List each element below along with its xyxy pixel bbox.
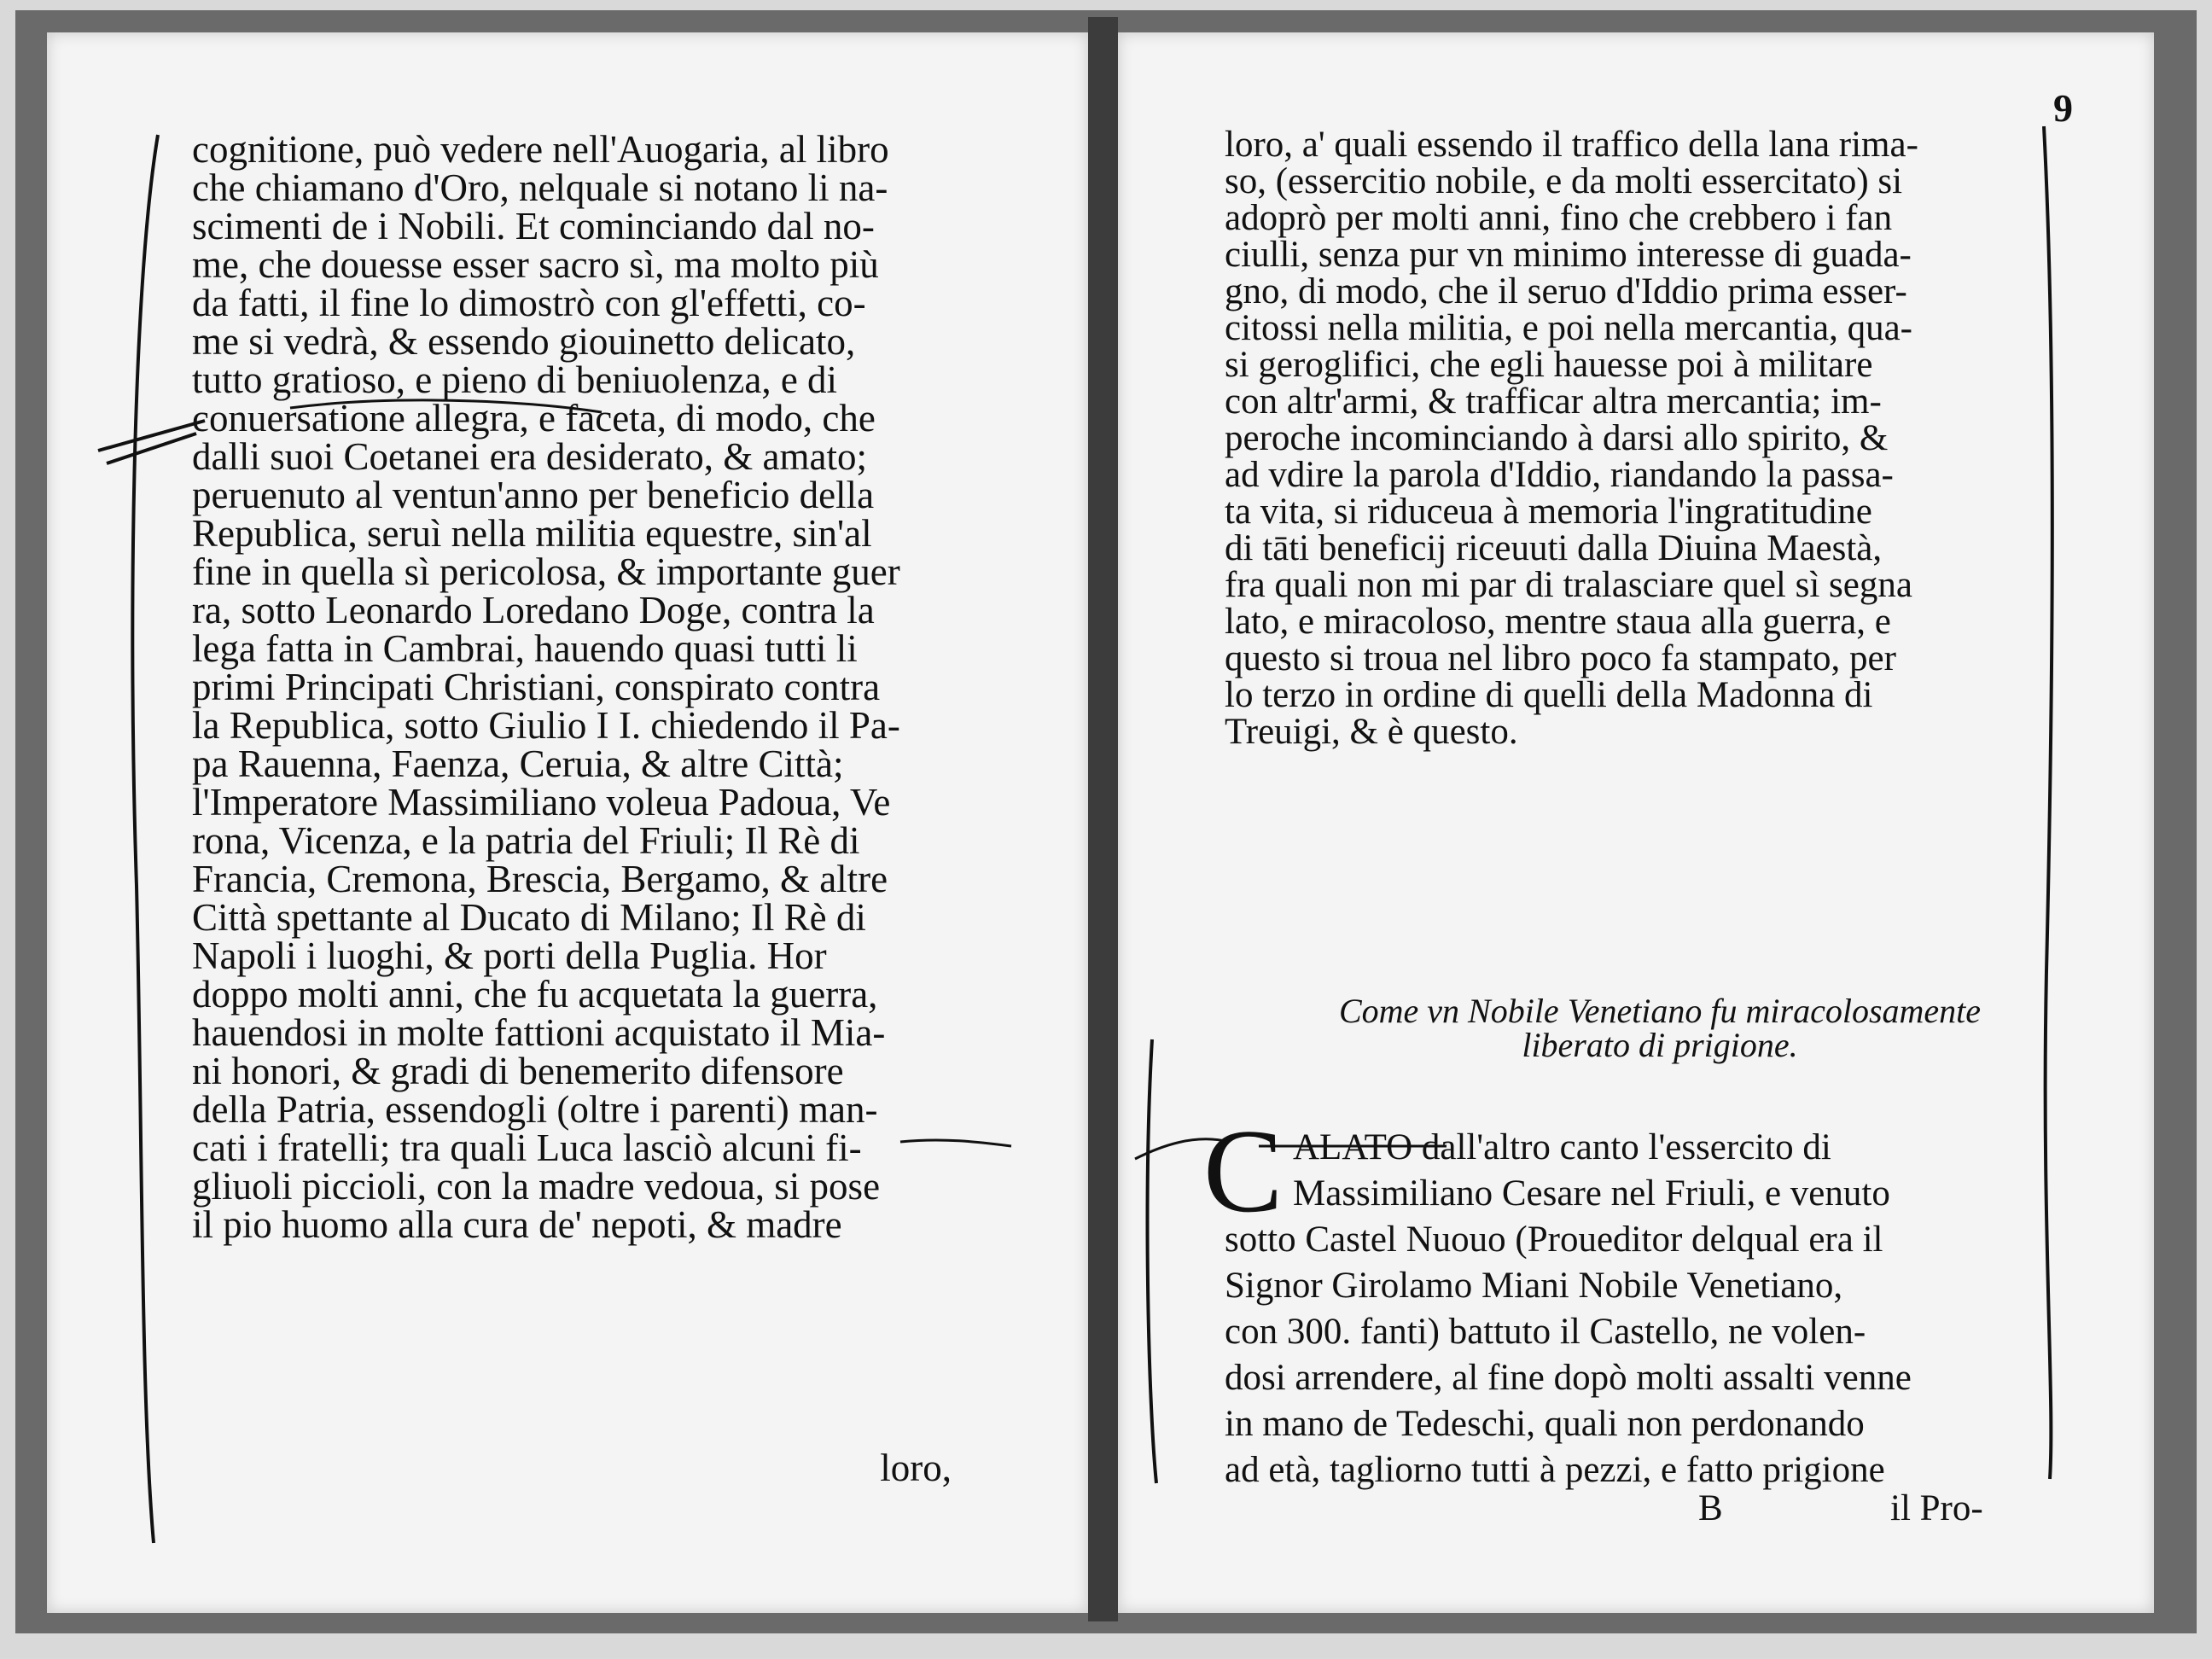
text-line: ra, sotto Leonardo Loredano Doge, contra la	[192, 589, 875, 632]
heading-line: Come vn Nobile Venetiano fu miracolosamente	[1338, 992, 1982, 1030]
text-line: fine in quella sì pericolosa, & importante guer	[192, 550, 900, 593]
text-line: primi Principati Christiani, conspirato contra	[192, 666, 881, 708]
text-line: la Republica, sotto Giulio I I. chiedendo il Pa-	[192, 704, 900, 747]
section-heading	[1225, 988, 2095, 1064]
text-line: Signor Girolamo Miani Nobile Venetiano,	[1225, 1266, 1843, 1306]
text-line: con altr'armi, & trafficar altra mercantia; im-	[1225, 381, 1882, 422]
text-line: Francia, Cremona, Brescia, Bergamo, & altre	[192, 858, 888, 900]
text-line: Napoli i luoghi, & porti della Puglia. Hor	[192, 934, 827, 977]
heading-line: liberato di prigione.	[1522, 1026, 1798, 1064]
text-line: loro, a' quali essendo il traffico della lana rima-	[1225, 125, 1918, 165]
text-line: Massimiliano Cesare nel Friuli, e venuto	[1293, 1173, 1890, 1214]
text-line: peruenuto al ventun'anno per beneficio della	[192, 474, 875, 516]
text-line: adoprò per molti anni, fino che crebbero i fan	[1225, 198, 1893, 238]
text-line: ALATO dall'altro canto l'essercito di	[1293, 1127, 1831, 1167]
text-line: sotto Castel Nuouo (Proueditor delqual era il	[1225, 1220, 1883, 1260]
text-line: Città spettante al Ducato di Milano; Il Rè di	[192, 896, 866, 939]
text-line: ta vita, si riduceua à memoria l'ingratitudine	[1225, 492, 1872, 532]
text-line: cognitione, può vedere nell'Auogaria, al libro	[192, 128, 889, 171]
text-line: gno, di modo, che il seruo d'Iddio prima esser-	[1225, 271, 1907, 311]
left-page	[47, 32, 1088, 1613]
second-paragraph	[1203, 1105, 2095, 1493]
left-page-text	[192, 126, 1045, 1246]
text-line: dosi arrendere, al fine dopò molti assalti venne	[1225, 1358, 1912, 1398]
text-line: si geroglifici, che egli hauesse poi à militare	[1225, 345, 1873, 385]
text-line: peroche incominciando à darsi allo spirito, &	[1225, 418, 1889, 458]
left-catchword: loro,	[880, 1447, 952, 1489]
text-line: ciulli, senza pur vn minimo interesse di guada-	[1225, 235, 1912, 275]
drop-cap: C	[1203, 1105, 1284, 1237]
text-line: rona, Vicenza, e la patria del Friuli; Il Rè di	[192, 819, 860, 862]
text-line: pa Rauenna, Faenza, Ceruia, & altre Città;	[192, 742, 844, 785]
text-line: ad vdire la parola d'Iddio, riandando la passa-	[1225, 455, 1894, 495]
right-page-text	[1225, 122, 2095, 752]
text-line: Treuigi, & è questo.	[1225, 712, 1518, 752]
text-line: che chiamano d'Oro, nelquale si notano li na-	[192, 166, 888, 209]
text-line: me si vedrà, & essendo giouinetto delicato,	[192, 320, 856, 363]
text-line: so, (essercitio nobile, e da molti essercitato) si	[1225, 161, 1903, 201]
text-line: Republica, seruì nella militia equestre, sin'al	[192, 512, 872, 555]
right-catchword: il Pro-	[1890, 1488, 1983, 1528]
text-line: questo si troua nel libro poco fa stampato, per	[1225, 638, 1896, 678]
text-line: dalli suoi Coetanei era desiderato, & amato;	[192, 435, 867, 478]
page-number: 9	[2053, 86, 2073, 130]
text-line: gliuoli piccioli, con la madre vedoua, si pose	[192, 1165, 881, 1208]
text-line: della Patria, essendogli (oltre i parenti) man-	[192, 1088, 878, 1131]
text-line: doppo molti anni, che fu acquetata la guerra,	[192, 973, 878, 1016]
text-line: il pio huomo alla cura de' nepoti, & madre	[192, 1203, 842, 1246]
right-page	[1118, 32, 2154, 1613]
text-line: in mano de Tedeschi, quali non perdonando	[1225, 1404, 1865, 1444]
text-line: scimenti de i Nobili. Et cominciando dal no-	[192, 205, 875, 247]
text-line: di tāti beneficij riceuuti dalla Diuina Maestà,	[1225, 528, 1883, 568]
book-spine	[1088, 17, 1118, 1621]
text-line: me, che douesse esser sacro sì, ma molto più	[192, 243, 879, 286]
text-line: lo terzo in ordine di quelli della Madonna di	[1225, 675, 1873, 715]
signature-mark: B	[1698, 1488, 1723, 1528]
text-line: ad età, tagliorno tutti à pezzi, e fatto prigione	[1225, 1450, 1885, 1490]
text-line: hauendosi in molte fattioni acquistato il Mia-	[192, 1011, 886, 1054]
text-line: citossi nella militia, e poi nella mercantia, qua-	[1225, 308, 1912, 348]
text-line: fra quali non mi par di tralasciare quel sì segna	[1225, 565, 1912, 605]
text-line: conuersatione allegra, e faceta, di modo, che	[192, 397, 876, 439]
text-line: con 300. fanti) battuto il Castello, ne volen-	[1225, 1312, 1866, 1352]
text-line: lega fatta in Cambrai, hauendo quasi tutti li	[192, 627, 858, 670]
text-line: l'Imperatore Massimiliano voleua Padoua, Ve	[192, 781, 891, 824]
text-line: cati i fratelli; tra quali Luca lasciò alcuni fi-	[192, 1126, 862, 1169]
text-line: lato, e miracoloso, mentre staua alla guerra, e	[1225, 602, 1891, 642]
text-line: da fatti, il fine lo dimostrò con gl'effetti, co-	[192, 282, 866, 324]
text-line: tutto gratioso, e pieno di beniuolenza, e di	[192, 358, 838, 401]
text-line: ni honori, & gradi di benemerito difensore	[192, 1050, 844, 1092]
